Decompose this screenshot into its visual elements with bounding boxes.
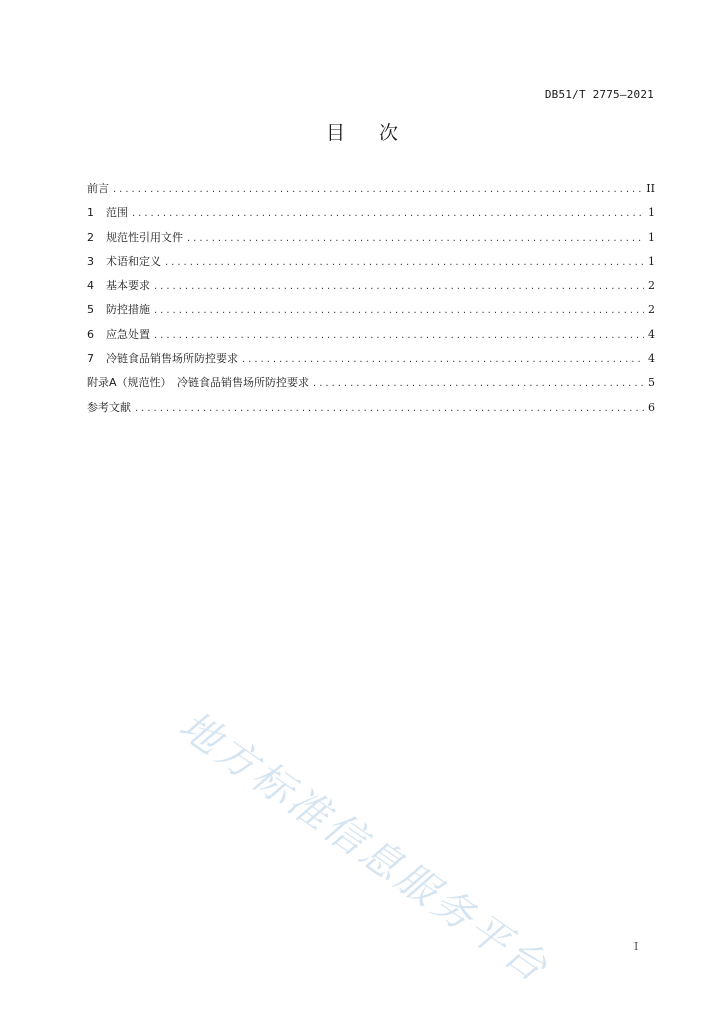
toc-leader-dots [132,208,644,219]
toc-leader-dots [113,184,642,195]
toc-entry-page: 6 [648,400,655,414]
toc-entry-bibliography[interactable] [87,399,655,423]
toc-entry-page: 4 [648,352,655,366]
toc-entry-page: 4 [648,327,655,341]
toc-leader-dots [135,403,644,414]
toc-entry-label: 范围 [106,206,128,220]
toc-entry-label: 冷链食品销售场所防控要求 [106,352,238,366]
page-number: I [634,940,639,953]
toc-entry-preface[interactable] [87,180,655,204]
toc-entry-number: 5 [87,303,94,317]
toc-entry-basic-requirements[interactable] [87,277,655,301]
toc-entry-page: 2 [648,279,655,293]
toc-entry-scope[interactable] [87,204,655,228]
toc-entry-page: 2 [648,303,655,317]
watermark: 地方标准信息服务平台 [170,702,558,993]
toc-title: 目次 [325,122,432,144]
toc-leader-dots [313,378,644,389]
toc-leader-dots [154,281,644,292]
toc-entry-appendix-a[interactable] [87,374,655,398]
toc-entry-terms-definitions[interactable] [87,253,655,277]
toc-entry-label: 防控措施 [106,303,150,317]
toc-entry-number: 7 [87,352,94,366]
toc-entry-number: 4 [87,279,94,293]
toc-entry-label: 术语和定义 [106,254,161,268]
toc-entry-cold-chain-requirements[interactable] [87,350,655,374]
toc-entry-label: 前言 [87,182,109,195]
toc-leader-dots [187,233,644,244]
toc-leader-dots [165,257,644,268]
toc-entry-label: 附录A（规范性） 冷链食品销售场所防控要求 [87,376,310,390]
toc-entry-number: 2 [87,230,94,244]
doc-code: DB51/T 2775—2021 [544,88,654,101]
toc-entry-normative-references[interactable] [87,229,655,253]
toc-entry-page: 1 [648,254,655,268]
table-of-contents [87,180,655,423]
toc-leader-dots [154,305,644,316]
toc-entry-page: 5 [648,376,655,390]
toc-leader-dots [242,354,644,365]
toc-entry-page: 1 [648,206,655,220]
toc-entry-number: 6 [87,327,94,341]
toc-entry-label: 规范性引用文件 [106,230,183,244]
toc-entry-label: 基本要求 [106,279,150,293]
toc-entry-control-measures[interactable] [87,301,655,325]
toc-entry-number: 3 [87,254,94,268]
toc-entry-emergency-response[interactable] [87,326,655,350]
toc-entry-label: 应急处置 [106,327,150,341]
toc-entry-page: 1 [648,230,655,244]
toc-entry-label: 参考文献 [87,400,131,414]
toc-entry-number: 1 [87,206,94,220]
toc-entry-page: II [646,182,655,195]
toc-leader-dots [154,330,644,341]
